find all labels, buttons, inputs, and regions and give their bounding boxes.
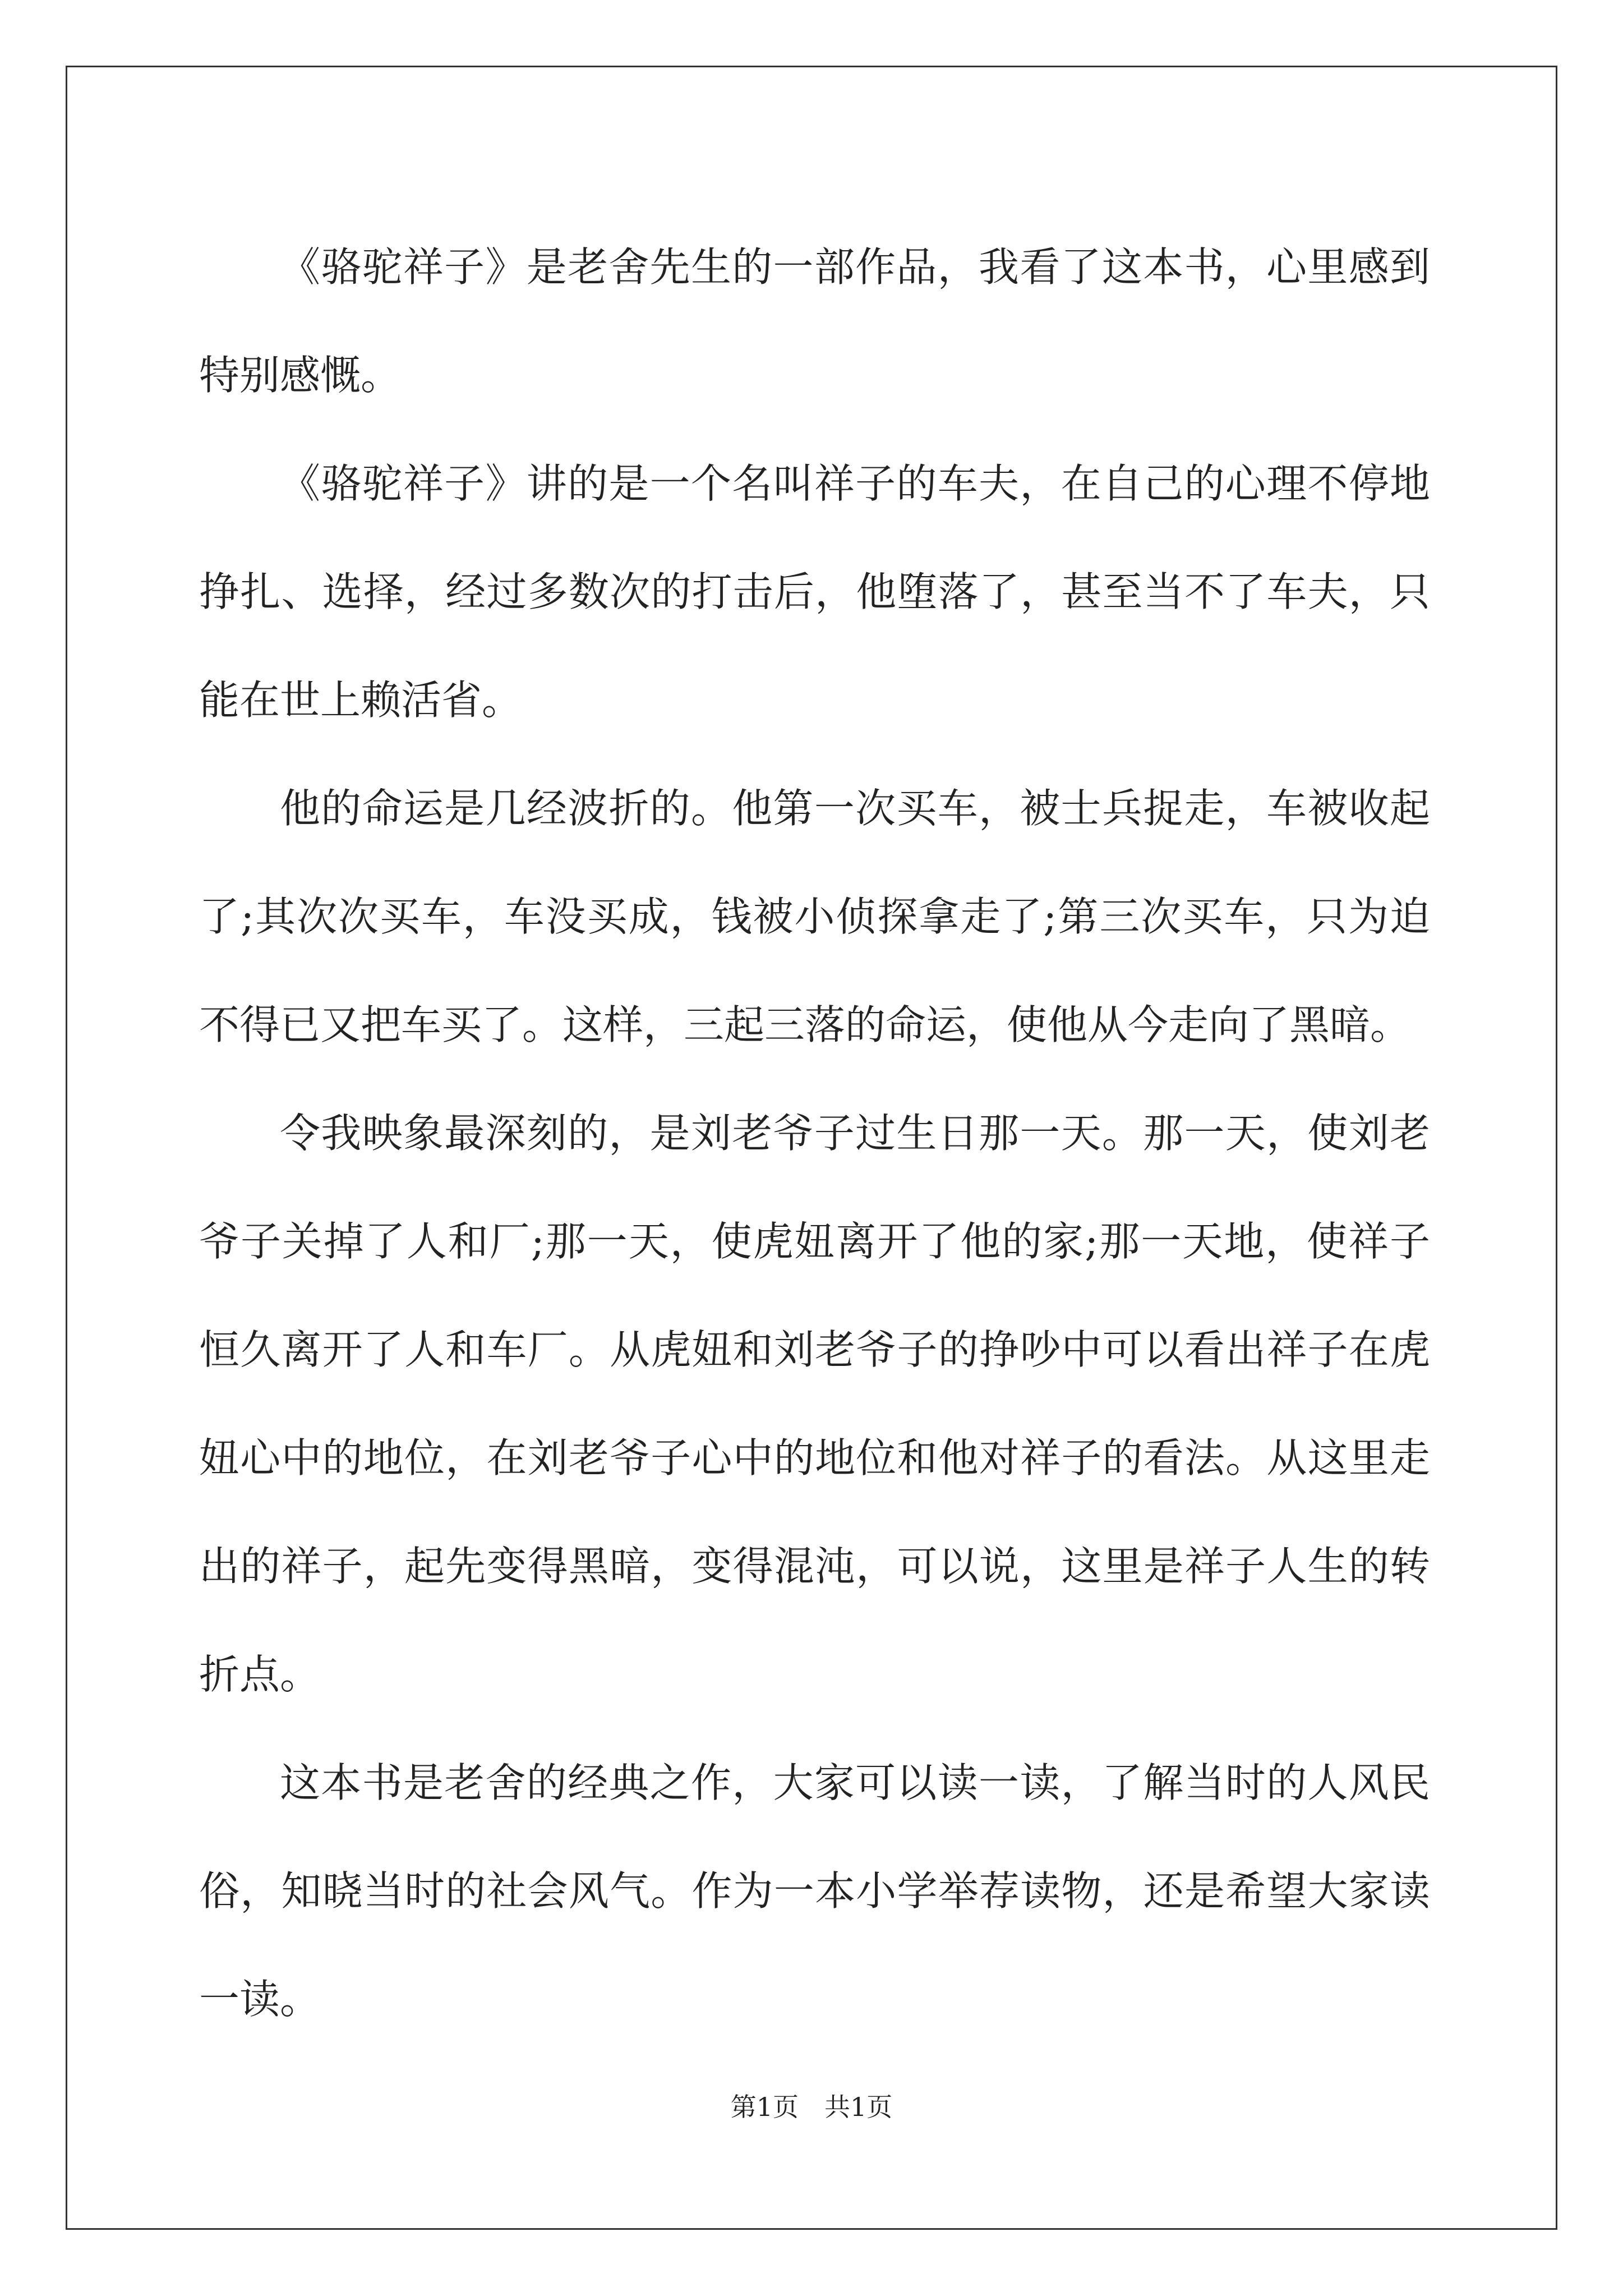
paragraph-1: 《骆驼祥子》是老舍先生的一部作品，我看了这本书，心里感到特别感慨。 <box>199 243 1430 399</box>
paragraph-5: 这本书是老舍的经典之作，大家可以读一读，了解当时的人风民俗，知晓当时的社会风气。作为一本小学举荐读物，还是希望大家读一读。 <box>199 1759 1430 2023</box>
paragraph-3: 他的命运是几经波折的。他第一次买车，被士兵捉走，车被收起了;其次次买车，车没买成，钱被小侦探拿走了;第三次买车，只为迫不得已又把车买了。这样，三起三落的命运，使他从今走向了黑暗。 <box>199 785 1430 1048</box>
paragraph-4: 令我映象最深刻的，是刘老爷子过生日那一天。那一天，使刘老爷子关掉了人和厂;那一天，使虎妞离开了他的家;那一天地，使祥子恒久离开了人和车厂。从虎妞和刘老爷子的挣吵中可以看出祥子在虎妞心中的地位，在刘老爷子心中的地位和他对祥子的看法。从这里走出的祥子，起先变得黑暗，变得混沌，可以说，这里是祥子人生的转折点。 <box>199 1110 1430 1698</box>
document-body <box>199 213 1430 2054</box>
page-footer: 第1页 共1页 <box>730 2092 893 2122</box>
paragraph-2: 《骆驼祥子》讲的是一个名叫祥子的车夫，在自己的心理不停地挣扎、选择，经过多数次的打击后，他堕落了，甚至当不了车夫，只能在世上赖活省。 <box>199 460 1430 724</box>
